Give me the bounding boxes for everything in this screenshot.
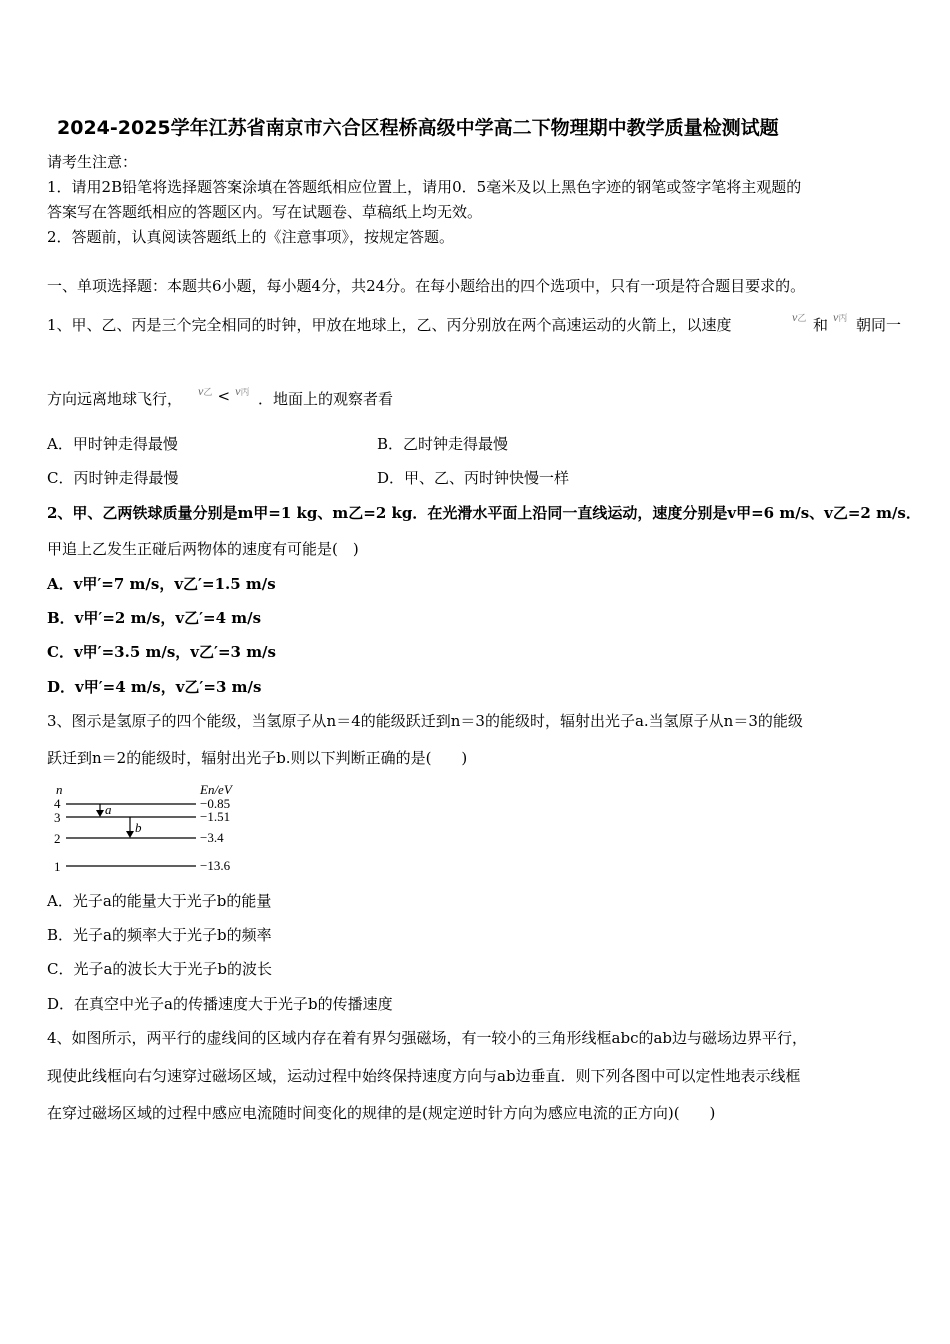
level-2-n: 2 [54, 831, 61, 846]
q3-option-c[interactable]: C．光子a的波长大于光子b的波长 [47, 960, 273, 978]
level-3-n: 3 [54, 810, 61, 825]
q1-inequality: v乙 < v丙 [198, 384, 250, 405]
level-3-energy: −1.51 [200, 809, 231, 824]
q3-line2: 跃迁到n＝2的能级时，辐射出光子b.则以下判断正确的是( ) [47, 749, 468, 767]
q1-option-a[interactable]: A．甲时钟走得最慢 [47, 435, 178, 453]
q2-option-b[interactable]: B．v甲′=2 m/s，v乙′=4 m/s [47, 609, 262, 627]
q1-line1b: 朝同一 [856, 316, 902, 334]
v-bing-symbol: v丙 [833, 310, 848, 324]
level-1-energy: −13.6 [200, 858, 231, 873]
notice-line-1a: 1．请用2B铅笔将选择题答案涂填在答题纸相应位置上，请用0．5毫米及以上黑色字迹的钢笔或签字笔将主观题的 [47, 178, 802, 196]
energy-level-diagram [50, 780, 250, 880]
q3-option-d[interactable]: D．在真空中光子a的传播速度大于光子b的传播速度 [47, 995, 393, 1013]
notice-line-2: 2．答题前，认真阅读答题纸上的《注意事项》，按规定答题。 [47, 228, 455, 246]
q1-and: 和 [813, 316, 829, 334]
level-2-energy: −3.4 [200, 830, 224, 845]
q2-line1: 2、甲、乙两铁球质量分别是m甲=1 kg、m乙=2 kg．在光滑水平面上沿同一直线运动，速度分别是v甲=6 m/s、v乙=2 m/s． [47, 504, 921, 522]
section-heading: 一、单项选择题：本题共6小题，每小题4分，共24分。在每小题给出的四个选项中，只有一项是符合题目要求的。 [47, 277, 806, 295]
arrow-a-label: a [105, 802, 112, 817]
q1-line2b: ．地面上的观察者看 [258, 390, 394, 408]
q2-option-a[interactable]: A．v甲′=7 m/s，v乙′=1.5 m/s [47, 575, 276, 593]
q1-option-c[interactable]: C．丙时钟走得最慢 [47, 469, 179, 487]
arrow-b-head [126, 831, 134, 838]
level-4-energy: −0.85 [200, 796, 231, 811]
q1-line1a: 1、甲、乙、丙是三个完全相同的时钟，甲放在地球上，乙、丙分别放在两个高速运动的火箭上，以速度 [47, 316, 732, 334]
level-4-n: 4 [54, 796, 61, 811]
q2-option-d[interactable]: D．v甲′=4 m/s，v乙′=3 m/s [47, 678, 262, 696]
q1-option-b[interactable]: B．乙时钟走得最慢 [377, 435, 509, 453]
q3-option-a[interactable]: A．光子a的能量大于光子b的能量 [47, 892, 272, 910]
n-axis-label: n [56, 782, 63, 797]
q3-option-b[interactable]: B．光子a的频率大于光子b的频率 [47, 926, 272, 944]
level-1-n: 1 [54, 859, 61, 874]
q4-line3: 在穿过磁场区域的过程中感应电流随时间变化的规律的是(规定逆时针方向为感应电流的正方向)( ) [47, 1104, 716, 1122]
page-title: 2024-2025学年江苏省南京市六合区程桥高级中学高二下物理期中教学质量检测试题 [57, 117, 779, 139]
q1-option-d[interactable]: D．甲、乙、丙时钟快慢一样 [377, 469, 570, 487]
q4-line1: 4、如图所示，两平行的虚线间的区域内存在着有界匀强磁场，有一较小的三角形线框abc的ab边与磁场边界平行， [47, 1029, 808, 1047]
notice-heading: 请考生注意： [47, 153, 138, 171]
q4-line2: 现使此线框向右匀速穿过磁场区域，运动过程中始终保持速度方向与ab边垂直．则下列各图中可以定性地表示线框 [47, 1067, 801, 1085]
energy-axis-label: En/eV [200, 782, 232, 797]
notice-line-1b: 答案写在答题纸相应的答题区内。写在试题卷、草稿纸上均无效。 [47, 203, 483, 221]
q2-option-c[interactable]: C．v甲′=3.5 m/s，v乙′=3 m/s [47, 643, 276, 661]
arrow-a-head [96, 810, 104, 817]
arrow-b-label: b [135, 820, 142, 835]
q1-line2a: 方向远离地球飞行， [47, 390, 183, 408]
v-yi-symbol: v乙 [792, 310, 807, 324]
q2-line2: 甲追上乙发生正碰后两物体的速度有可能是( ) [47, 540, 359, 558]
q3-line1: 3、图示是氢原子的四个能级，当氢原子从n＝4的能级跃迁到n＝3的能级时，辐射出光子a.当氢原子从n＝3的能级 [47, 712, 803, 730]
